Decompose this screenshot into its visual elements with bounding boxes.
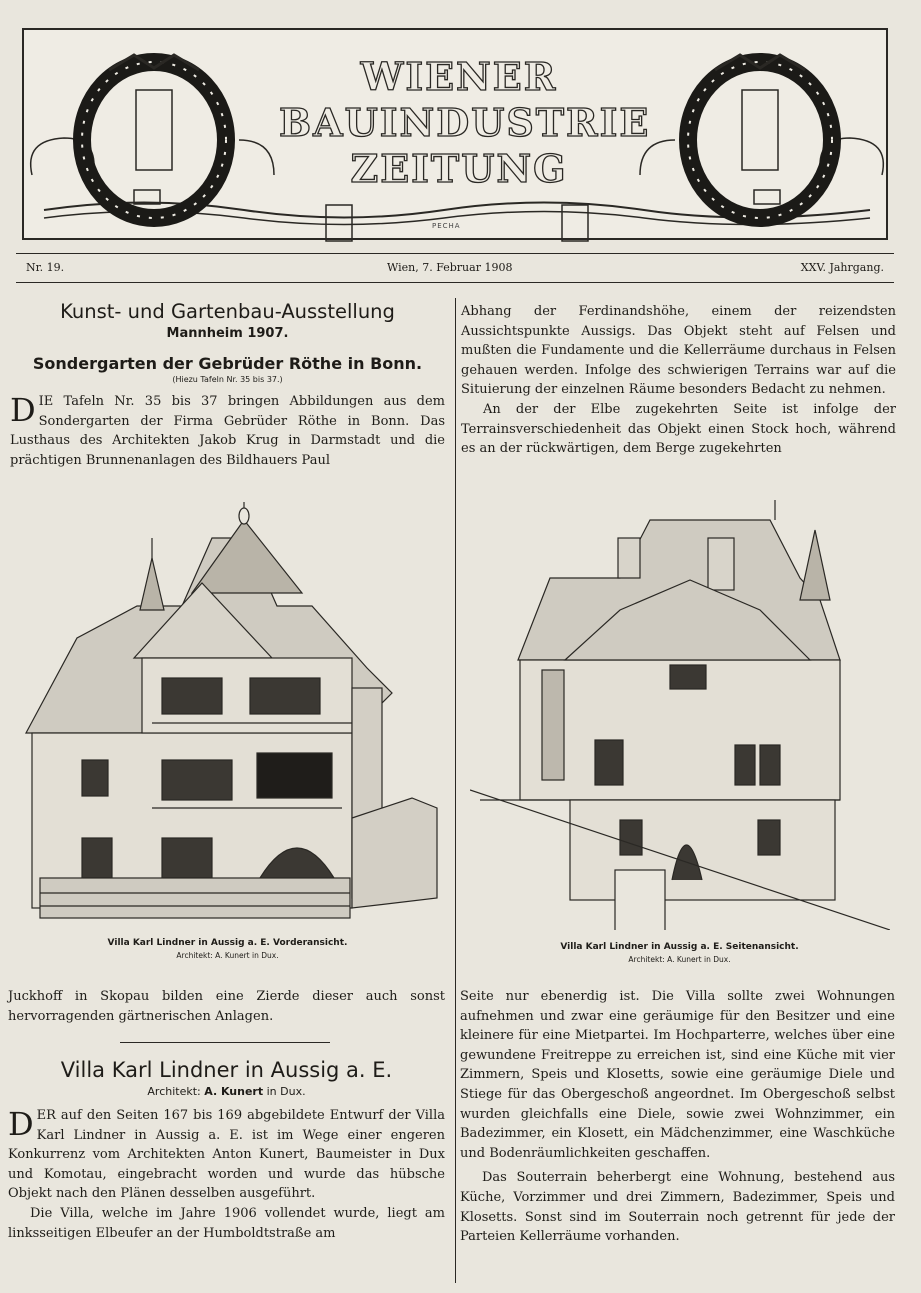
issue-volume: XXV. Jahrgang. bbox=[800, 261, 884, 274]
article-villa bbox=[8, 1056, 445, 1243]
villa-title: Villa Karl Lindner in Aussig a. E. bbox=[60, 1058, 393, 1082]
dropcap: D bbox=[8, 1105, 34, 1143]
architect-prefix: Architekt: bbox=[147, 1085, 205, 1098]
paragraph: Abhang der Ferdinandshöhe, einem der reizendsten Aussichtspunkte Aussigs. Das Objekt steht auf Felsen und mußten die Fundamente und die Kellerräume durchaus in Felsen gehauen werden. Infolge des schwierigen Terrains war auf die Situierung der einzelnen Räume besonders Bedacht zu nehmen. bbox=[461, 304, 896, 398]
figure-caption-front bbox=[10, 936, 445, 962]
paragraph-text: ER auf den Seiten 167 bis 169 abgebildete Entwurf der Villa Karl Lindner in Aussig a. E. ist im Wege einer engeren Konkurrenz vom Architekten Anton Kunert, Baumeister in Dux und Komotau, eingebracht worden und wurde das hübsche Objekt nach den Plänen desselben ausgeführt. bbox=[8, 1108, 445, 1202]
article-paragraph bbox=[10, 392, 445, 470]
issue-info-line bbox=[22, 259, 888, 277]
article-gartenbau bbox=[10, 300, 445, 470]
paragraph: Das Souterrain beherbergt eine Wohnung, bestehend aus Küche, Vorzimmer und drei Zimmern, Badezimmer, Speis und Klosetts. Sonst sind im Souterrain noch getrennt für jede der Parteien Kellerräume vorhanden. bbox=[460, 1170, 895, 1245]
villa-side-elevation bbox=[470, 500, 890, 930]
paragraph: Die Villa, welche im Jahre 1906 vollendet wurde, liegt am linksseitigen Elbeufer an der Humboldtstraße am bbox=[8, 1205, 445, 1241]
left-wreath-icon bbox=[82, 55, 226, 218]
masthead-title-line-2: BAUINDUSTRIE bbox=[279, 100, 651, 145]
paragraph bbox=[8, 1106, 445, 1204]
caption-title: Villa Karl Lindner in Aussig a. E. Vorderansicht. bbox=[107, 938, 348, 948]
caption-credit: Architekt: A. Kunert in Dux. bbox=[176, 951, 279, 960]
villa-front-elevation bbox=[12, 498, 442, 928]
caption-credit: Architekt: A. Kunert in Dux. bbox=[628, 955, 731, 964]
masthead bbox=[22, 28, 888, 240]
villa-text-continued-top bbox=[461, 302, 896, 459]
villa-text-continued-bottom bbox=[460, 987, 895, 1247]
architect-suffix: in Dux. bbox=[263, 1085, 306, 1098]
issue-date: Wien, 7. Februar 1908 bbox=[387, 261, 513, 274]
paragraph: Juckhoff in Skopau bilden eine Zierde dieser auch sonst hervorragenden gärtnerischen Anlagen. bbox=[8, 989, 445, 1024]
masthead-title-line-3: ZEITUNG bbox=[350, 146, 568, 191]
paragraph: Seite nur ebenerdig ist. Die Villa sollte zwei Wohnungen aufnehmen und zwar eine geräumige für den Besitzer und eine kleinere für eine Mietpartei. Im Hochparterre, welches über eine gewundene Freitreppe zu erreichen ist, sind eine Küche mit vier Zimmern, Speis und Klosetts, sowie eine geräumige Diele und Stiege für das Obergeschoß angeordnet. Im Obergeschoß selbst wurden gleichfalls eine Diele, sowie zwei Wohnzimmer, ein Badezimmer, ein Klosett, ein Mädchenzimmer, eine Waschküche und Bodenräumlichkeiten geschaffen. bbox=[460, 989, 895, 1161]
masthead-signature: PECHA bbox=[432, 222, 461, 230]
figure-caption-side bbox=[462, 940, 897, 966]
paragraph: An der der Elbe zugekehrten Seite ist infolge der Terrainsverschiedenheit das Objekt einen Stock hoch, während es an der rückwärtigen, dem Berge zugekehrten bbox=[461, 401, 896, 457]
section-divider bbox=[120, 1042, 330, 1043]
article-title: Kunst- und Gartenbau-Ausstellung bbox=[60, 300, 395, 323]
caption-title: Villa Karl Lindner in Aussig a. E. Seitenansicht. bbox=[560, 942, 799, 952]
article-heading: Sondergarten der Gebrüder Röthe in Bonn. bbox=[32, 354, 423, 373]
issue-number: Nr. 19. bbox=[26, 261, 65, 274]
paragraph-text: IE Tafeln Nr. 35 bis 37 bringen Abbildungen aus dem Sondergarten der Firma Gebrüder Röthe in Bonn. Das Lusthaus des Architekten Jakob Krug in Darmstadt und die prächtigen Brunnenanlagen des Bildhauers Paul bbox=[10, 394, 445, 468]
column-divider bbox=[455, 298, 456, 1283]
masthead-title bbox=[279, 54, 651, 192]
right-wreath-icon bbox=[688, 55, 832, 218]
architect-name: A. Kunert bbox=[204, 1085, 264, 1098]
dropcap: D bbox=[10, 391, 36, 429]
article-subtitle: Mannheim 1907. bbox=[166, 326, 289, 341]
header-rule bbox=[16, 282, 894, 283]
architect-line bbox=[8, 1084, 445, 1100]
masthead-title-line-1: WIENER bbox=[360, 54, 558, 99]
top-rule bbox=[16, 253, 894, 254]
article-gartenbau-continued bbox=[8, 987, 445, 1026]
article-note: (Hiezu Tafeln Nr. 35 bis 37.) bbox=[172, 375, 283, 384]
